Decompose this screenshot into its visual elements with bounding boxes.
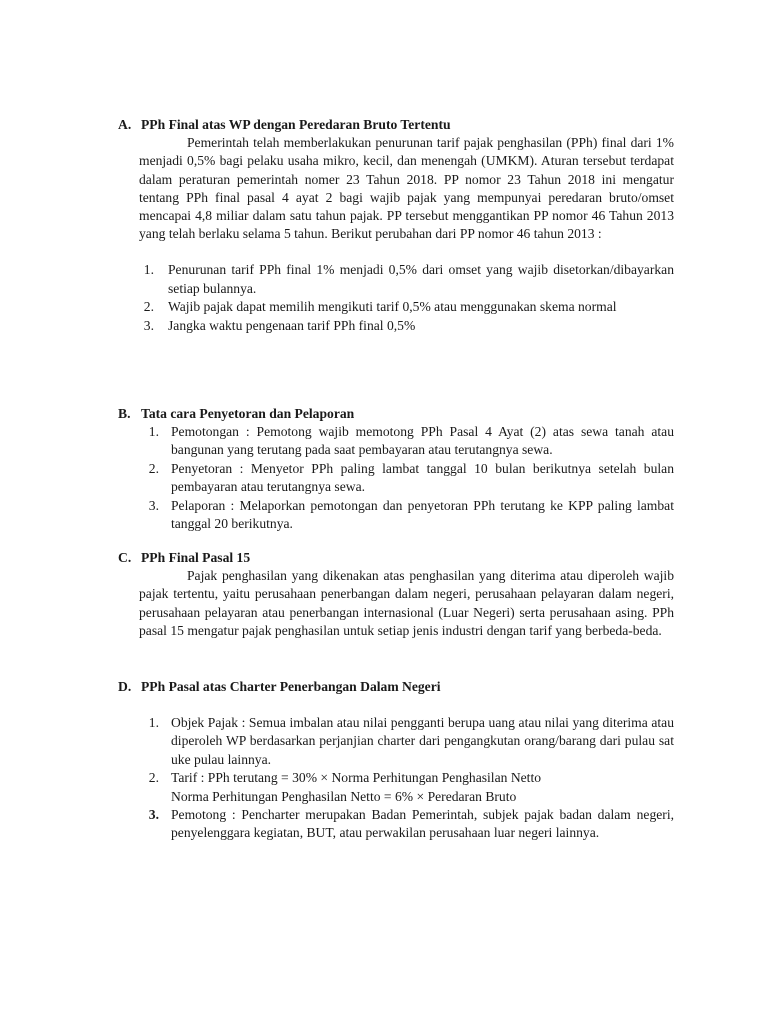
section-c xyxy=(118,549,674,640)
section-d-letter: D. xyxy=(118,679,132,694)
section-a-list xyxy=(134,261,674,335)
list-item-number: 2. xyxy=(148,770,159,786)
section-d-title: PPh Pasal atas Charter Penerbangan Dalam Negeri xyxy=(141,679,441,694)
section-a-letter: A. xyxy=(118,117,132,132)
section-c-title: PPh Final Pasal 15 xyxy=(141,550,251,565)
list-item-number: 3. xyxy=(148,807,159,823)
list-item-text xyxy=(171,769,674,805)
section-d xyxy=(118,678,674,843)
list-item-number: 3. xyxy=(148,498,159,514)
list-item-number: 1. xyxy=(148,424,159,440)
section-b-list xyxy=(138,423,674,533)
section-a-heading xyxy=(118,116,674,134)
list-item-text: Wajib pajak dapat memilih mengikuti tarif 0,5% atau menggunakan skema normal xyxy=(168,299,617,315)
section-b xyxy=(118,405,674,534)
list-item-number: 1. xyxy=(148,715,159,731)
section-a-title: PPh Final atas WP dengan Peredaran Bruto Tertentu xyxy=(141,117,451,132)
list-item-text: Pelaporan : Melaporkan pemotongan dan penyetoran PPh terutang ke KPP paling lambat tanggal 20 berikutnya. xyxy=(171,498,674,532)
section-b-letter: B. xyxy=(118,406,131,421)
list-item-number: 2. xyxy=(148,461,159,477)
list-item xyxy=(134,317,674,335)
list-item xyxy=(134,261,674,297)
list-item xyxy=(138,714,674,769)
list-item-text: Jangka waktu pengenaan tarif PPh final 0,5% xyxy=(168,318,416,334)
section-c-letter: C. xyxy=(118,550,132,565)
list-item-text: Penyetoran : Menyetor PPh paling lambat tanggal 10 bulan berikutnya setelah bulan pembayaran atau terutangnya sewa. xyxy=(171,461,674,495)
list-item-text: Penurunan tarif PPh final 1% menjadi 0,5% dari omset yang wajib disetorkan/dibayarkan setiap bulannya. xyxy=(168,262,674,296)
list-item xyxy=(134,298,674,316)
tarif-formula-line-2: Norma Perhitungan Penghasilan Netto = 6% × Peredaran Bruto xyxy=(171,788,517,804)
section-d-heading xyxy=(118,678,674,696)
list-item-number: 2. xyxy=(143,299,154,315)
section-c-heading xyxy=(118,549,674,567)
list-item-text: Pemotong : Pencharter merupakan Badan Pemerintah, subjek pajak badan dalam negeri, penyelenggara kegiatan, BUT, atau perwakilan perusahaan luar negeri lainnya. xyxy=(171,807,674,841)
list-item xyxy=(138,497,674,533)
list-item-number: 1. xyxy=(143,262,154,278)
list-item xyxy=(138,423,674,459)
section-a xyxy=(118,116,674,336)
section-c-paragraph: Pajak penghasilan yang dikenakan atas penghasilan yang diterima atau diperoleh wajib pajak tertentu, yaitu perusahaan penerbangan dalam negeri, perusahaan pelayaran dalam negeri, perusahaan pelayaran atau penerbangan internasional (Luar Negeri) serta perusahaan asing. PPh pasal 15 mengatur pajak penghasilan untuk setiap jenis industri dengan tarif yang berbeda-beda. xyxy=(139,568,674,638)
list-item-text: Pemotongan : Pemotong wajib memotong PPh Pasal 4 Ayat (2) atas sewa tanah atau bangunan yang terutang pada saat pembayaran atau terutangnya sewa. xyxy=(171,424,674,458)
section-d-list xyxy=(138,714,674,842)
section-b-heading xyxy=(118,405,674,423)
list-item-number: 3. xyxy=(143,318,154,334)
section-a-paragraph: Pemerintah telah memberlakukan penurunan tarif pajak penghasilan (PPh) final dari 1% menjadi 0,5% bagi pelaku usaha mikro, kecil, dan menengah (UMKM). Aturan tersebut terdapat dalam peraturan pemerintah nomer 23 Tahun 2018. PP nomor 23 Tahun 2018 ini mengatur tentang PPh final pasal 4 ayat 2 bagi wajib pajak yang mempunyai peredaran bruto/omset mencapai 4,8 miliar dalam satu tahun pajak. PP tersebut menggantikan PP nomor 46 Tahun 2013 yang telah berlaku selama 5 tahun. Berikut perubahan dari PP nomor 46 tahun 2013 : xyxy=(139,135,674,242)
list-item xyxy=(138,806,674,842)
list-item-text: Objek Pajak : Semua imbalan atau nilai pengganti berupa uang atau nilai yang diterima atau diperoleh WP berdasarkan perjanjian charter dari pengangkutan orang/barang dari pulau sat uke pulau lainnya. xyxy=(171,715,674,767)
section-b-title: Tata cara Penyetoran dan Pelaporan xyxy=(141,406,355,421)
list-item xyxy=(138,460,674,496)
list-item xyxy=(138,769,674,805)
tarif-formula-line-1: Tarif : PPh terutang = 30% × Norma Perhitungan Penghasilan Netto xyxy=(171,770,542,786)
